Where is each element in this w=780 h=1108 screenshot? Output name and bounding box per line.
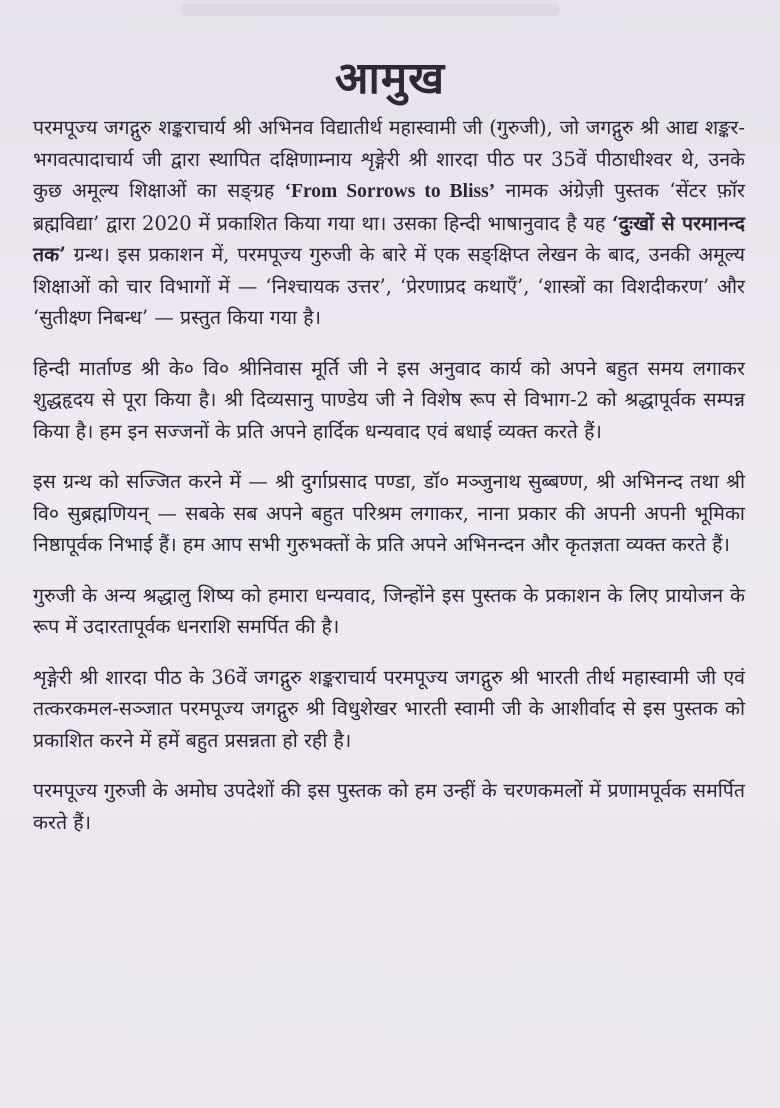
paragraph-3: इस ग्रन्थ को सज्जित करने में — श्री दुर्गाप्रसाद पण्डा, डॉ० मञ्जुनाथ सुब्बण्ण, श्री अभिनन्द तथा श्री वि० सुब्रह्मणियन् — सबके सब अपने बहुत परिश्रम लगाकर, नाना प्रकार की अपनी अपनी भूमिका निष्ठापूर्वक निभाई हैं। हम आप सभी गुरुभक्तों के प्रति अपने अभिनन्दन और कृतज्ञता व्यक्त करते हैं। (33, 470, 745, 556)
show-through-bleed (180, 4, 560, 16)
paragraph-1 (33, 112, 745, 334)
paragraph-6: परमपूज्य गुरुजी के अमोघ उपदेशों की इस पुस्तक को हम उन्हीं के चरणकमलों में प्रणामपूर्वक समर्पित करते हैं। (33, 779, 745, 834)
english-book-title: ‘From Sorrows to Bliss’ (284, 181, 496, 202)
paragraph-1-middle: नामक अंग्रेज़ी पुस्तक ‘सेंटर फ़ॉर ब्रह्मविद्या’ द्वारा 2020 में प्रकाशित किया गया था। उसका हिन्दी भाषानुवाद है यह (33, 179, 745, 235)
paragraph-1-intro: परमपूज्य जगद्गुरु शङ्कराचार्य श्री अभिनव विद्यातीर्थ महास्वामी जी (गुरुजी), जो जगद्गुरु श्री आद्य शङ्कर-भगवत्पादाचार्य जी द्वारा स्थापित दक्षिणाम्नाय शृङ्गेरी श्री शारदा पीठ पर 35वें पीठाधीश्वर थे, उनके कुछ अमूल्य शिक्षाओं का सङ्ग्रह (33, 116, 745, 202)
page-body (33, 112, 745, 857)
paragraph-5: शृङ्गेरी श्री शारदा पीठ के 36वें जगद्गुरु शङ्कराचार्य परमपूज्य जगद्गुरु श्री भारती तीर्थ महास्वामी जी एवं तत्करकमल-सञ्जात परमपूज्य जगद्गुरु श्री विधुशेखर भारती स्वामी जी के आशीर्वाद से इस पुस्तक को प्रकाशित करने में हमें बहुत प्रसन्नता हो रही है। (33, 665, 745, 752)
paragraph-4: गुरुजी के अन्य श्रद्धालु शिष्य को हमारा धन्यवाद, जिन्होंने इस पुस्तक के प्रकाशन के लिए प्रायोजन के रूप में उदारतापूर्वक धनराशि समर्पित की है। (33, 583, 745, 638)
hindi-book-title: ‘दुःखों से परमानन्द तक’ (33, 211, 745, 266)
paragraph-1-end: ग्रन्थ। इस प्रकाशन में, परमपूज्य गुरुजी के बारे में एक सङ्क्षिप्त लेखन के बाद, उनकी अमूल्य शिक्षाओं को चार विभागों में — ‘निश्चायक उत्तर’, ‘प्रेरणाप्रद कथाएँ’, ‘शास्त्रों का विशदीकरण’ और ‘सुतीक्ष्ण निबन्ध’ — प्रस्तुत किया गया है। (33, 243, 745, 329)
page-title: आमुख (334, 53, 446, 104)
paragraph-2: हिन्दी मार्ताण्ड श्री के० वि० श्रीनिवास मूर्ति जी ने इस अनुवाद कार्य को अपने बहुत समय लगाकर शुद्धहृदय से पूरा किया है। श्री दिव्यसानु पाण्डेय जी ने विशेष रूप से विभाग-2 को श्रद्धापूर्वक सम्पन्न किया है। हम इन सज्जनों के प्रति अपने हार्दिक धन्यवाद एवं बधाई व्यक्त करते हैं। (33, 356, 745, 443)
